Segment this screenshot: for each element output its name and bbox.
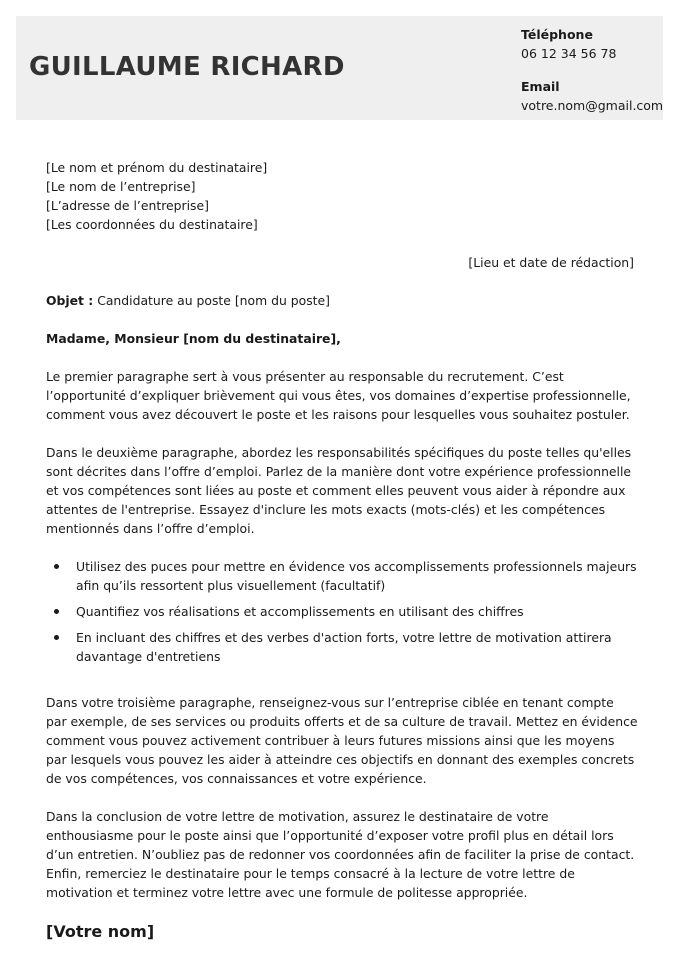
recipient-address: [L’adresse de l’entreprise] xyxy=(46,198,209,213)
paragraph-1: Le premier paragraphe sert à vous présenter au responsable du recrutement. C’est l’opportunité d’expliquer brièvement qui vous êtes, vos domaines d’expertise professionnelle, comment vous avez découvert le poste et les raisons pour lesquelles vous souhaitez postuler. xyxy=(46,369,631,422)
phone-value: 06 12 34 56 78 xyxy=(521,46,617,61)
recipient-company: [Le nom de l’entreprise] xyxy=(46,179,196,194)
paragraph-3: Dans votre troisième paragraphe, renseignez-vous sur l’entreprise ciblée en tenant compte par exemple, de ses services ou produits offerts et de sa culture de travail. Mettez en évidence comment vous pouvez activement contribuer à leurs futures missions ainsi que les moyens par lesquels vous pouvez les aider à atteindre ces objectifs en donnant des exemples concrets de vos compétences, vos connaissances et votre expérience. xyxy=(46,695,638,786)
subject-line xyxy=(46,291,638,310)
recipient-name: [Le nom et prénom du destinataire] xyxy=(46,160,268,175)
subject-label: Objet : xyxy=(46,293,94,308)
email-label: Email xyxy=(521,79,560,94)
letter-body xyxy=(46,158,638,943)
bullet-list xyxy=(46,557,638,666)
contact-block xyxy=(521,25,663,115)
bullet-item-2: Quantifiez vos réalisations et accomplissements en utilisant des chiffres xyxy=(46,602,638,621)
recipient-block xyxy=(46,158,638,234)
bullet-item-3: En incluant des chiffres et des verbes d'action forts, votre lettre de motivation attirera davantage d'entretiens xyxy=(46,628,638,666)
paragraph-4: Dans la conclusion de votre lettre de motivation, assurez le destinataire de votre enthousiasme pour le poste ainsi que l’opportunité d’exposer votre profil plus en détail lors d’un entretien. N’oubliez pas de redonner vos coordonnées afin de faciliter la prise de contact. Enfin, remerciez le destinataire pour le temps consacré à la lecture de votre lettre de motivation et terminez votre lettre avec une formule de politesse appropriée. xyxy=(46,809,635,900)
bullet-item-1: Utilisez des puces pour mettre en évidence vos accomplissements professionnels majeurs afin qu’ils ressortent plus visuellement (facultatif) xyxy=(46,557,638,595)
salutation: Madame, Monsieur [nom du destinataire], xyxy=(46,331,341,346)
applicant-name: GUILLAUME RICHARD xyxy=(29,52,345,82)
phone-label: Téléphone xyxy=(521,27,593,42)
place-date: [Lieu et date de rédaction] xyxy=(468,255,634,270)
recipient-contact: [Les coordonnées du destinataire] xyxy=(46,217,258,232)
subject-text: Candidature au poste [nom du poste] xyxy=(93,293,331,308)
paragraph-2: Dans le deuxième paragraphe, abordez les responsabilités spécifiques du poste telles qu'elles sont décrites dans l’offre d’emploi. Parlez de la manière dont votre expérience professionnelle et vos compétences sont liées au poste et comment elles peuvent vous aider à répondre aux attentes de l'entreprise. Essayez d'inclure les mots exacts (mots-clés) et les compétences mentionnés dans l’offre d’emploi. xyxy=(46,445,632,536)
signature: [Votre nom] xyxy=(46,922,155,941)
email-value: votre.nom@gmail.com xyxy=(521,98,664,113)
header-banner xyxy=(16,16,663,120)
